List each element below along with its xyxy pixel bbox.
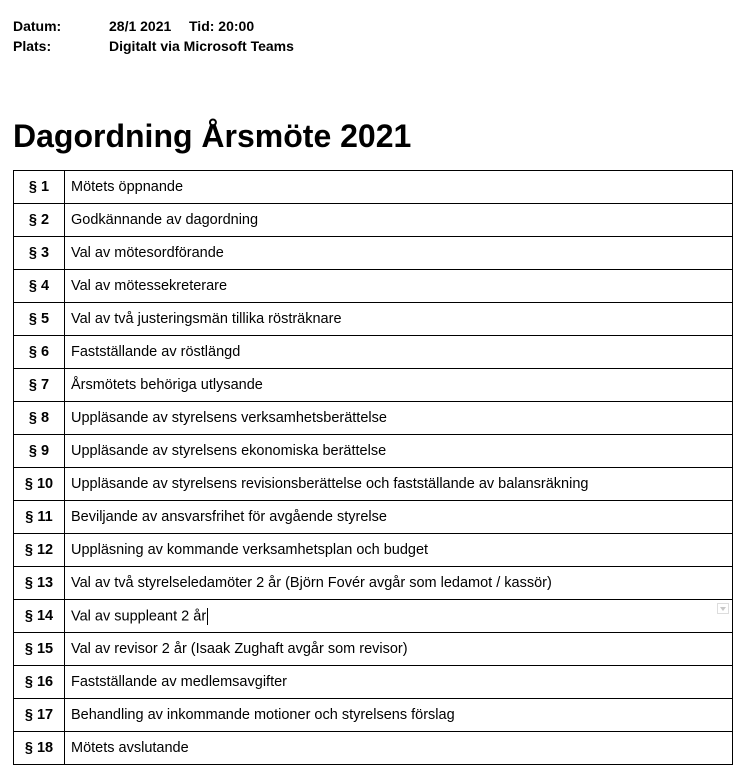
agenda-item-label: Val av två styrelseledamöter 2 år (Björn Fovér avgår som ledamot / kassör) bbox=[71, 575, 552, 591]
place-label: Plats: bbox=[13, 38, 52, 54]
agenda-item-text[interactable] bbox=[65, 534, 733, 567]
agenda-item-text[interactable] bbox=[65, 732, 733, 765]
agenda-item-label: Val av mötesordförande bbox=[71, 245, 224, 261]
agenda-item-label: Beviljande av ansvarsfrihet för avgående styrelse bbox=[71, 509, 387, 525]
agenda-row bbox=[14, 633, 733, 666]
agenda-row bbox=[14, 468, 733, 501]
agenda-row bbox=[14, 303, 733, 336]
agenda-row bbox=[14, 567, 733, 600]
agenda-row bbox=[14, 666, 733, 699]
place-row bbox=[13, 36, 294, 56]
agenda-row bbox=[14, 534, 733, 567]
agenda-item-label: Val av revisor 2 år (Isaak Zughaft avgår som revisor) bbox=[71, 641, 408, 657]
agenda-item-label: Val av suppleant 2 år bbox=[71, 607, 207, 624]
agenda-number[interactable]: § 5 bbox=[14, 303, 65, 336]
agenda-item-text[interactable] bbox=[65, 501, 733, 534]
text-cursor bbox=[207, 608, 208, 625]
date-row bbox=[13, 16, 294, 36]
agenda-item-text[interactable] bbox=[65, 402, 733, 435]
agenda-item-text[interactable] bbox=[65, 171, 733, 204]
agenda-number[interactable]: § 10 bbox=[14, 468, 65, 501]
agenda-item-text[interactable] bbox=[65, 369, 733, 402]
page-title: Dagordning Årsmöte 2021 bbox=[13, 118, 412, 154]
agenda-item-label: Mötets avslutande bbox=[71, 740, 189, 756]
meeting-info bbox=[13, 16, 294, 56]
agenda-number[interactable]: § 6 bbox=[14, 336, 65, 369]
agenda-item-label: Fastställande av röstlängd bbox=[71, 344, 241, 360]
agenda-item-label: Godkännande av dagordning bbox=[71, 212, 259, 228]
agenda-item-text[interactable] bbox=[65, 468, 733, 501]
date-value: 28/1 2021 bbox=[109, 18, 172, 34]
time-value: Tid: 20:00 bbox=[189, 18, 255, 34]
agenda-number[interactable]: § 13 bbox=[14, 567, 65, 600]
agenda-item-label: Uppläsning av kommande verksamhetsplan och budget bbox=[71, 542, 429, 558]
agenda-item-text[interactable] bbox=[65, 303, 733, 336]
agenda-row bbox=[14, 237, 733, 270]
agenda-row bbox=[14, 435, 733, 468]
agenda-item-text[interactable] bbox=[65, 600, 733, 633]
agenda-row bbox=[14, 369, 733, 402]
agenda-item-label: Uppläsande av styrelsens ekonomiska berättelse bbox=[71, 443, 387, 459]
agenda-item-label: Val av mötessekreterare bbox=[71, 278, 228, 294]
agenda-number[interactable]: § 11 bbox=[14, 501, 65, 534]
agenda-number[interactable]: § 9 bbox=[14, 435, 65, 468]
agenda-item-text[interactable] bbox=[65, 204, 733, 237]
agenda-row bbox=[14, 270, 733, 303]
agenda-row bbox=[14, 732, 733, 765]
agenda-item-label: Uppläsande av styrelsens revisionsberättelse och fastställande av balansräkning bbox=[71, 476, 589, 492]
agenda-item-label: Årsmötets behöriga utlysande bbox=[71, 377, 263, 393]
agenda-item-label: Uppläsande av styrelsens verksamhetsberättelse bbox=[71, 410, 387, 426]
date-label: Datum: bbox=[13, 18, 62, 34]
cell-dropdown-icon[interactable] bbox=[717, 603, 729, 614]
agenda-item-text[interactable] bbox=[65, 567, 733, 600]
agenda-number[interactable]: § 1 bbox=[14, 171, 65, 204]
agenda-row bbox=[14, 336, 733, 369]
agenda-item-text[interactable] bbox=[65, 666, 733, 699]
agenda-number[interactable]: § 7 bbox=[14, 369, 65, 402]
agenda-number[interactable]: § 4 bbox=[14, 270, 65, 303]
agenda-row bbox=[14, 402, 733, 435]
agenda-item-text[interactable] bbox=[65, 270, 733, 303]
agenda-item-label: Val av två justeringsmän tillika rösträknare bbox=[71, 311, 342, 327]
agenda-item-text[interactable] bbox=[65, 336, 733, 369]
agenda-number[interactable]: § 14 bbox=[14, 600, 65, 633]
agenda-item-text[interactable] bbox=[65, 237, 733, 270]
agenda-table bbox=[13, 170, 733, 765]
place-value: Digitalt via Microsoft Teams bbox=[109, 38, 294, 54]
agenda-row bbox=[14, 171, 733, 204]
agenda-number[interactable]: § 18 bbox=[14, 732, 65, 765]
agenda-item-label: Mötets öppnande bbox=[71, 179, 184, 195]
agenda-row bbox=[14, 600, 733, 633]
agenda-number[interactable]: § 16 bbox=[14, 666, 65, 699]
agenda-number[interactable]: § 2 bbox=[14, 204, 65, 237]
agenda-number[interactable]: § 15 bbox=[14, 633, 65, 666]
agenda-number[interactable]: § 17 bbox=[14, 699, 65, 732]
agenda-item-text[interactable] bbox=[65, 633, 733, 666]
agenda-number[interactable]: § 12 bbox=[14, 534, 65, 567]
agenda-item-label: Fastställande av medlemsavgifter bbox=[71, 674, 287, 690]
agenda-item-label: Behandling av inkommande motioner och styrelsens förslag bbox=[71, 707, 455, 723]
agenda-item-text[interactable] bbox=[65, 699, 733, 732]
agenda-number[interactable]: § 3 bbox=[14, 237, 65, 270]
agenda-number[interactable]: § 8 bbox=[14, 402, 65, 435]
agenda-item-text[interactable] bbox=[65, 435, 733, 468]
agenda-row bbox=[14, 501, 733, 534]
agenda-row bbox=[14, 204, 733, 237]
agenda-row bbox=[14, 699, 733, 732]
